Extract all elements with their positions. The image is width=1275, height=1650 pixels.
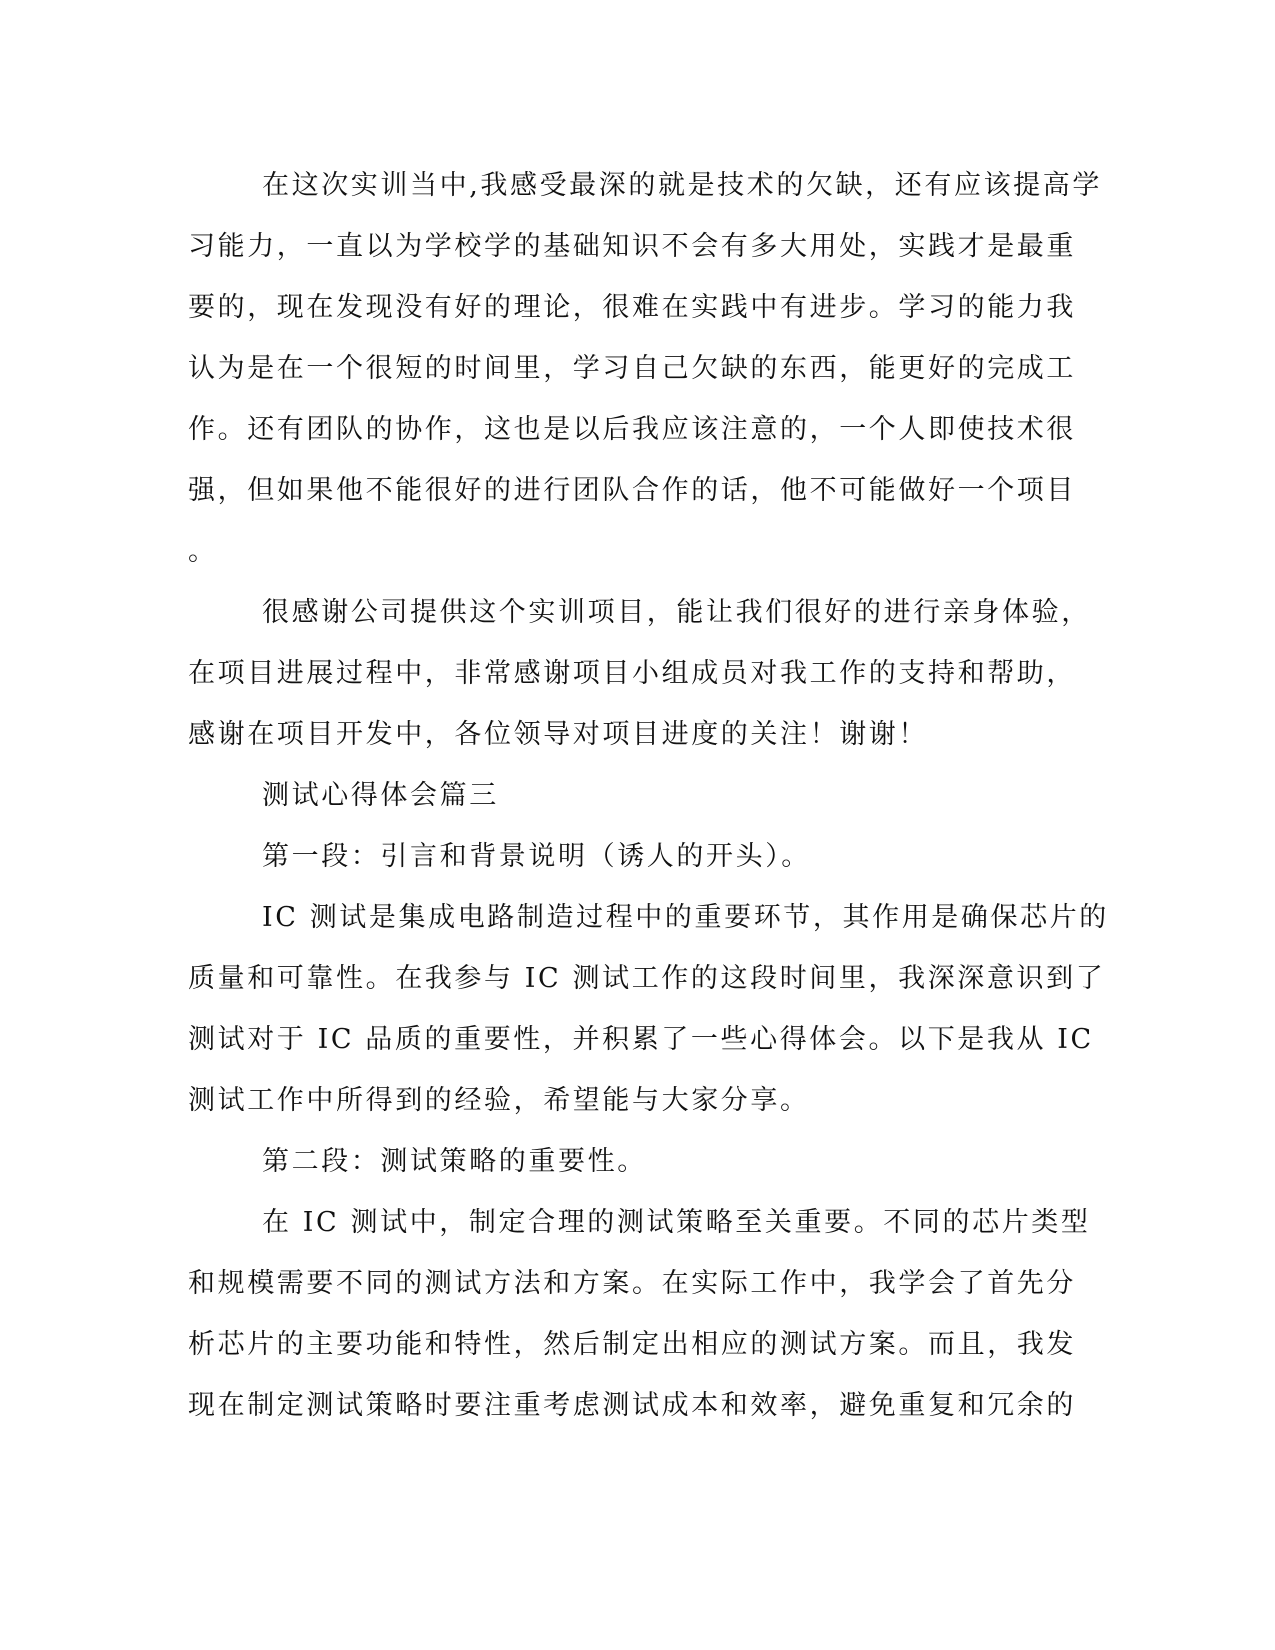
- paragraph-heading: 第一段：引言和背景说明（诱人的开头）。: [262, 841, 811, 872]
- text-line: 在项目进展过程中，非常感谢项目小组成员对我工作的支持和帮助，: [188, 658, 1076, 689]
- text-line: 很感谢公司提供这个实训项目，能让我们很好的进行亲身体验，: [262, 597, 1091, 628]
- document-body: [188, 155, 1109, 1436]
- section-heading: 测试心得体会篇三: [262, 780, 499, 811]
- paragraph-heading: 第二段：测试策略的重要性。: [262, 1146, 647, 1177]
- text-line: 强，但如果他不能很好的进行团队合作的话，他不可能做好一个项目: [188, 475, 1076, 506]
- text-line: 要的，现在发现没有好的理论，很难在实践中有进步。学习的能力我: [188, 292, 1076, 323]
- text-line: 和规模需要不同的测试方法和方案。在实际工作中，我学会了首先分: [188, 1268, 1076, 1299]
- text-line: 在这次实训当中,我感受最深的就是技术的欠缺，还有应该提高学: [262, 170, 1102, 201]
- text-line: 感谢在项目开发中，各位领导对项目进度的关注！谢谢！: [188, 719, 928, 750]
- text-line: 测试工作中所得到的经验，希望能与大家分享。: [188, 1085, 810, 1116]
- text-line: 。: [188, 536, 218, 567]
- text-line: 现在制定测试策略时要注重考虑测试成本和效率，避免重复和冗余的: [188, 1390, 1076, 1421]
- text-line: 作。还有团队的协作，这也是以后我应该注意的，一个人即使技术很: [188, 414, 1076, 445]
- text-line: 质量和可靠性。在我参与 IC 测试工作的这段时间里，我深深意识到了: [188, 963, 1106, 994]
- text-line: 习能力，一直以为学校学的基础知识不会有多大用处，实践才是最重: [188, 231, 1076, 262]
- text-line: 测试对于 IC 品质的重要性，并积累了一些心得体会。以下是我从 IC: [188, 1024, 1094, 1055]
- text-line: 认为是在一个很短的时间里，学习自己欠缺的东西，能更好的完成工: [188, 353, 1076, 384]
- text-line: 析芯片的主要功能和特性，然后制定出相应的测试方案。而且，我发: [188, 1329, 1076, 1360]
- text-line: 在 IC 测试中，制定合理的测试策略至关重要。不同的芯片类型: [262, 1207, 1091, 1238]
- text-line: IC 测试是集成电路制造过程中的重要环节，其作用是确保芯片的: [262, 902, 1109, 933]
